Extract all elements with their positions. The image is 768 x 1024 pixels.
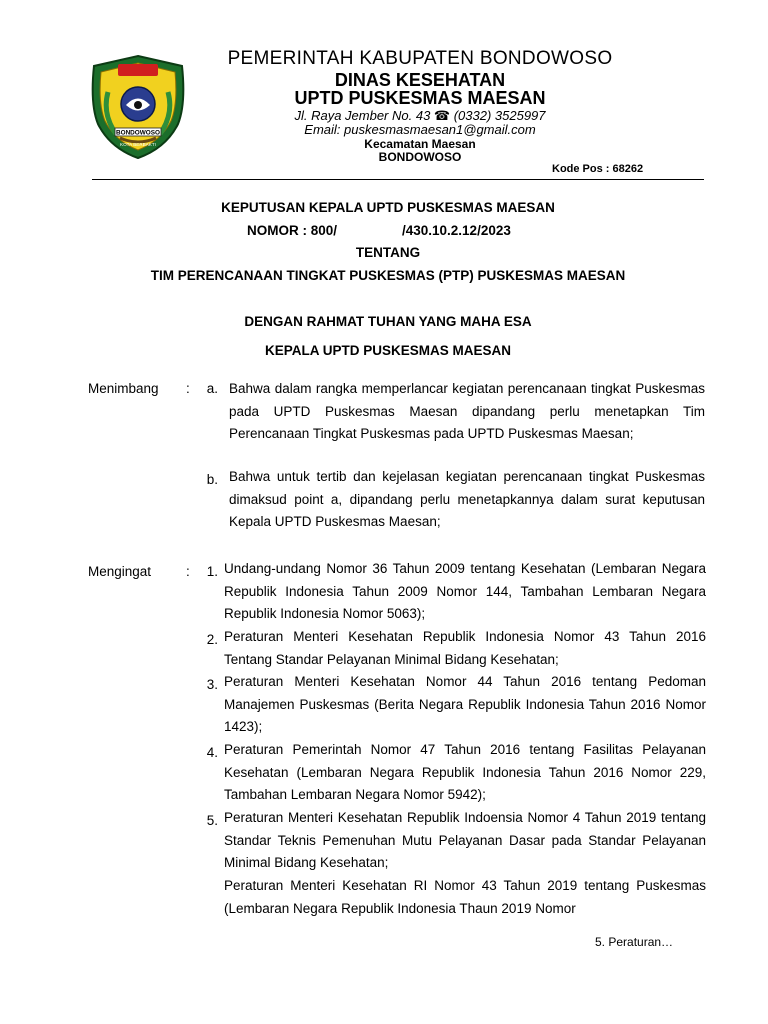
- letterhead-divider: [92, 179, 704, 180]
- menimbang-marker: b.: [206, 472, 218, 487]
- menimbang-item: Bahwa untuk tertib dan kejelasan kegiatan perencanaan tingkat Puskesmas dimaksud point a, dipandang perlu menetapkannya dalam surat keputusan Kepala UPTD Puskesmas Maesan;: [229, 469, 705, 530]
- blessing-line: DENGAN RAHMAT TUHAN YANG MAHA ESA: [244, 314, 532, 329]
- mengingat-item: Undang-undang Nomor 36 Tahun 2009 tentang Kesehatan (Lembaran Negara Republik Indonesia Tahun 2009 Nomor 144, Tambahan Lembaran Negara Republik Indonesia Nomor 5063);: [224, 561, 706, 622]
- menimbang-item: Bahwa dalam rangka memperlancar kegiatan perencanaan tingkat Puskesmas pada UPTD Puskesmas Maesan dipandang perlu menetapkan Tim Perencanaan Tingkat Puskesmas pada UPTD Puskesmas Maesan;: [229, 381, 705, 442]
- letterhead-unit: UPTD PUSKESMAS MAESAN: [294, 88, 546, 108]
- letterhead-district: Kecamatan Maesan: [364, 137, 476, 151]
- decree-number-prefix: NOMOR : 800/: [247, 223, 338, 238]
- mengingat-colon: :: [186, 564, 190, 579]
- logo-label: BONDOWOSO: [115, 129, 161, 137]
- mengingat-item: Peraturan Menteri Kesehatan Republik Indonesia Nomor 43 Tahun 2016 Tentang Standar Pelayanan Minimal Bidang Kesehatan;: [224, 629, 706, 667]
- mengingat-marker: 5.: [206, 813, 218, 828]
- mengingat-marker: 4.: [206, 745, 218, 760]
- bondowoso-regency-crest-icon: [88, 52, 188, 160]
- mengingat-item: Peraturan Menteri Kesehatan Nomor 44 Tahun 2016 tentang Pedoman Manajemen Puskesmas (Berita Negara Republik Indonesia Tahun 2016 Nomor 1423);: [224, 674, 706, 735]
- letterhead-government: PEMERINTAH KABUPATEN BONDOWOSO: [227, 48, 613, 69]
- logo-motto: KOTA BERBAKTI: [120, 142, 156, 147]
- postal-code: Kode Pos : 68262: [552, 163, 644, 175]
- menimbang-marker: a.: [206, 381, 218, 396]
- decree-title: KEPUTUSAN KEPALA UPTD PUSKESMAS MAESAN: [221, 200, 555, 215]
- mengingat-item: Peraturan Menteri Kesehatan RI Nomor 43 Tahun 2019 tentang Puskesmas (Lembaran Negara Republik Indonesia Thaun 2019 Nomor: [224, 878, 706, 916]
- continuation-note: 5. Peraturan…: [595, 935, 674, 949]
- mengingat-marker: 1.: [206, 564, 218, 579]
- mengingat-marker: 3.: [206, 677, 218, 692]
- mengingat-marker: 2.: [206, 632, 218, 647]
- letterhead-department: DINAS KESEHATAN: [334, 70, 506, 90]
- about-heading: TENTANG: [355, 245, 421, 260]
- letterhead-city: BONDOWOSO: [378, 150, 462, 164]
- letterhead-address: Jl. Raya Jember No. 43 ☎ (0332) 3525997: [294, 108, 546, 123]
- decree-subject: TIM PERENCANAAN TINGKAT PUSKESMAS (PTP) PUSKESMAS MAESAN: [150, 268, 626, 283]
- menimbang-colon: :: [186, 381, 190, 396]
- menimbang-label: Menimbang: [88, 381, 159, 396]
- mengingat-label: Mengingat: [88, 564, 152, 579]
- mengingat-item: Peraturan Menteri Kesehatan Republik Indoensia Nomor 4 Tahun 2019 tentang Standar Teknis Pemenuhan Mutu Pelayanan Dasar pada Standar Pelayanan Minimal Bidang Kesehatan;: [224, 810, 706, 871]
- mengingat-item: Peraturan Pemerintah Nomor 47 Tahun 2016 tentang Fasilitas Pelayanan Kesehatan (Lembaran Negara Republik Indonesia Tahun 2016 Nomor 229, Tambahan Lembaran Negara Nomor 5942);: [224, 742, 706, 803]
- decree-number-suffix: /430.10.2.12/2023: [402, 223, 511, 238]
- issuer-line: KEPALA UPTD PUSKESMAS MAESAN: [264, 343, 512, 358]
- letterhead-email: Email: puskesmasmaesan1@gmail.com: [304, 122, 536, 137]
